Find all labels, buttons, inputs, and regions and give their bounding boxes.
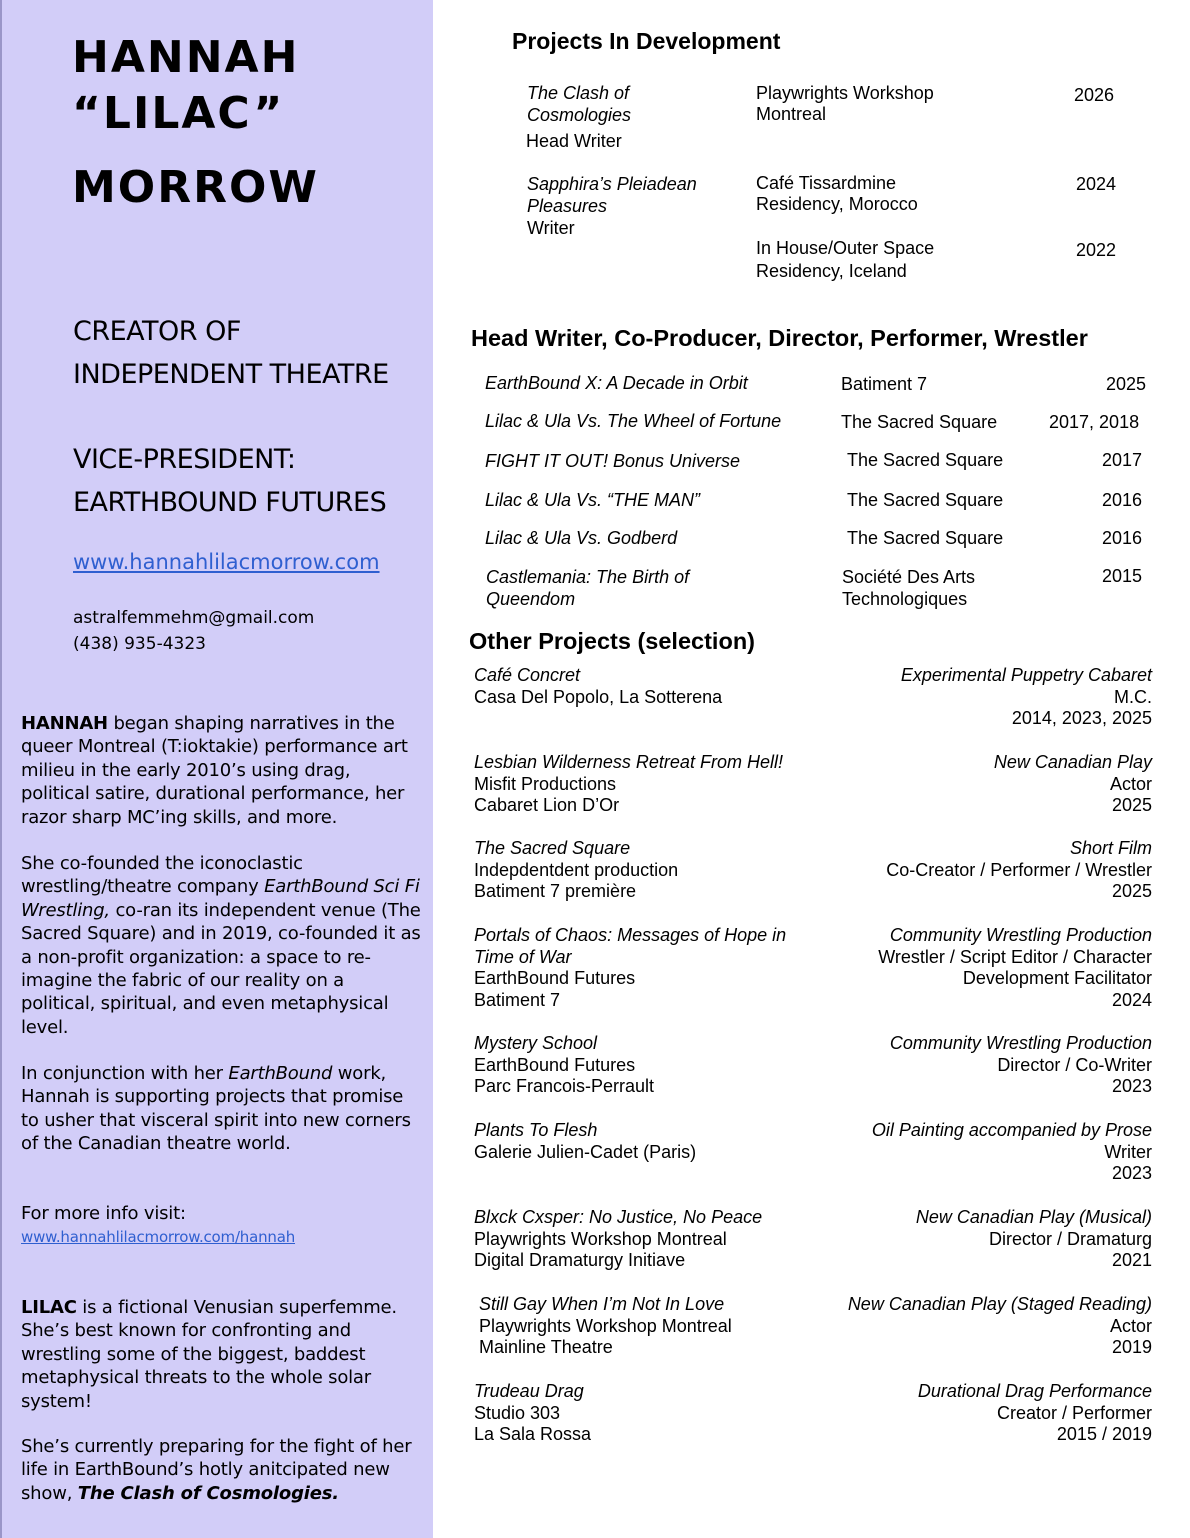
hw-row-5-venue: The Sacred Square (847, 528, 1004, 548)
op-2-type: New Canadian Play (993, 752, 1152, 772)
op-4-role-line-1: Wrestler / Script Editor / Character (878, 946, 1152, 967)
op-2-year: 2025 (1111, 795, 1152, 815)
bio-more-info (21, 1202, 421, 1250)
dev-1-role: Head Writer (526, 131, 622, 151)
website-link[interactable]: www.hannahlilacmorrow.com (73, 550, 380, 574)
other-projects-heading: Other Projects (selection) (469, 628, 755, 654)
op-9-type: Durational Drag Performance (917, 1381, 1152, 1401)
op-3-role: Co-Creator / Performer / Wrestler (886, 859, 1152, 880)
hw-row-5-year: 2016 (1102, 528, 1143, 548)
op-7-producer: Playwrights Workshop Montreal (474, 1228, 727, 1249)
phone: (438) 935-4323 (73, 634, 206, 654)
op-1-type: Experimental Puppetry Cabaret (900, 665, 1152, 685)
bio-p3-a: In conjunction with her (21, 1063, 229, 1084)
op-6-type: Oil Painting accompanied by Prose (871, 1120, 1152, 1140)
op-1-role: M.C. (1114, 686, 1152, 707)
op-3-year: 2025 (1111, 881, 1152, 901)
op-5-venue: Parc Francois-Perrault (474, 1076, 655, 1096)
bio-p3-italic: EarthBound (228, 1063, 333, 1084)
op-7-venue: Digital Dramaturgy Initiave (474, 1250, 686, 1270)
bio-p2-italic: EarthBound Sci Fi Wrestling, (21, 876, 420, 921)
dev-3-year: 2022 (1076, 240, 1117, 260)
op-4-type: Community Wrestling Production (889, 925, 1152, 945)
bio-p2-a: She co-founded the iconoclastic wrestling/theatre company (21, 853, 303, 898)
hw-row-5-title: Lilac & Ula Vs. Godberd (485, 528, 678, 548)
op-1-left (474, 665, 722, 708)
bio-hannah-name: HANNAH (21, 713, 108, 734)
op-8-left (479, 1294, 732, 1359)
hw-row-1-venue: Batiment 7 (841, 374, 928, 394)
dev-1-title-line-1: The Clash of (527, 83, 630, 103)
dev-3-venue-line-2: Residency, Iceland (756, 261, 907, 281)
op-6-left (474, 1120, 696, 1163)
op-1-right (901, 665, 1152, 730)
bio-more-info-label: For more info visit: (21, 1203, 186, 1224)
op-6-role: Writer (1104, 1141, 1152, 1162)
hw-row-2-year: 2017, 2018 (1049, 412, 1140, 432)
development-heading: Projects In Development (512, 28, 781, 54)
op-9-right (918, 1381, 1152, 1446)
op-4-title-line-1: Portals of Chaos: Messages of Hope in (474, 925, 787, 945)
dev-1-title-line-2: Cosmologies (527, 105, 632, 125)
role-vp-line-2: EARTHBOUND FUTURES (73, 487, 387, 518)
dev-2-title-line-2: Pleasures (527, 196, 608, 216)
email: astralfemmehm@gmail.com (73, 608, 315, 628)
op-8-role: Actor (1109, 1315, 1152, 1336)
role-creator-line-1: CREATOR OF (73, 316, 241, 347)
dev-3-venue-line-1: In House/Outer Space (756, 238, 935, 258)
hw-row-6-year: 2015 (1102, 566, 1143, 586)
hw-row-3-year: 2017 (1102, 450, 1143, 470)
role-vp-line-1: VICE-PRESIDENT: (73, 444, 296, 475)
op-6-year: 2023 (1111, 1163, 1152, 1183)
op-7-role: Director / Dramaturg (988, 1228, 1152, 1249)
name-line-3: MORROW (72, 162, 319, 213)
dev-1-year: 2026 (1074, 85, 1115, 105)
op-4-producer: EarthBound Futures (474, 968, 636, 988)
op-4-right (878, 925, 1152, 1011)
hw-row-2-title: Lilac & Ula Vs. The Wheel of Fortune (485, 411, 782, 431)
op-3-right (886, 838, 1152, 903)
op-5-left (474, 1033, 654, 1098)
op-9-venue-1: Studio 303 (474, 1402, 561, 1423)
hw-row-4-title: Lilac & Ula Vs. “THE MAN” (485, 490, 701, 510)
bio-p1-text: began shaping narratives in the queer Montreal (T:ioktakie) performance art milieu in the early 2010’s using drag, political satire, durational performance, her razor sharp MC’ing skills, and more. (21, 713, 408, 828)
bio-hannah (21, 712, 421, 829)
op-6-right (872, 1120, 1152, 1185)
op-3-title: The Sacred Square (474, 838, 631, 858)
hw-row-6-venue-line-2: Technologiques (842, 589, 968, 609)
op-5-title: Mystery School (474, 1033, 598, 1053)
op-3-producer: Indepdentdent production (474, 859, 679, 880)
op-2-producer: Misfit Productions (474, 773, 617, 794)
bio-p2-b: co-ran its independent venue (The Sacred Square) and in 2019, co-founded it as a non-profit organization: a space to re-imagine the fabric of our reality on a political, spiritual, and even metaphysical level. (21, 899, 421, 1038)
bio-p6-text: She’s currently preparing for the fight of her life in EarthBound’s hotly anitcipated new show, (21, 1436, 412, 1504)
hw-row-6-title-line-1: Castlemania: The Birth of (486, 567, 690, 587)
sidebar (0, 0, 433, 1538)
op-7-left (474, 1207, 762, 1272)
op-1-title: Café Concret (474, 665, 581, 685)
op-4-venue: Batiment 7 (474, 989, 561, 1010)
op-6-title: Plants To Flesh (474, 1120, 598, 1140)
op-1-year: 2014, 2023, 2025 (1011, 708, 1152, 728)
op-8-right (848, 1294, 1152, 1359)
op-9-year: 2015 / 2019 (1056, 1424, 1152, 1444)
dev-2-year: 2024 (1076, 174, 1117, 194)
op-1-venue: Casa Del Popolo, La Sotterena (474, 686, 723, 707)
op-9-left (474, 1381, 591, 1446)
role-creator-line-2: INDEPENDENT THEATRE (73, 359, 389, 390)
hw-row-1-title: EarthBound X: A Decade in Orbit (485, 373, 748, 393)
op-5-type: Community Wrestling Production (889, 1033, 1152, 1053)
hw-row-3-venue: The Sacred Square (847, 450, 1004, 470)
hw-row-3-title: FIGHT IT OUT! Bonus Universe (485, 451, 741, 471)
name-line-2: “LILAC” (72, 88, 285, 139)
dev-2-venue-line-1: Café Tissardmine (756, 173, 897, 193)
bio-lilac (21, 1296, 421, 1413)
hw-row-6-title-line-2: Queendom (486, 589, 576, 609)
op-7-right (916, 1207, 1152, 1272)
dev-2-role: Writer (527, 218, 575, 238)
op-5-producer: EarthBound Futures (474, 1054, 636, 1075)
op-8-producer: Playwrights Workshop Montreal (479, 1315, 732, 1336)
op-9-venue-2: La Sala Rossa (474, 1424, 592, 1444)
name-line-1: HANNAH (72, 32, 300, 83)
op-4-role-line-2: Development Facilitator (962, 968, 1152, 988)
op-8-year: 2019 (1111, 1337, 1152, 1357)
op-9-title: Trudeau Drag (474, 1381, 584, 1401)
op-2-left (474, 752, 783, 817)
op-4-left (474, 925, 786, 1011)
op-3-type: Short Film (1069, 838, 1152, 858)
dev-1-venue-line-2: Montreal (756, 104, 827, 124)
op-9-role: Creator / Performer (996, 1402, 1152, 1423)
hw-row-4-year: 2016 (1102, 490, 1143, 510)
op-7-year: 2021 (1111, 1250, 1152, 1270)
dev-2-venue-line-2: Residency, Morocco (756, 194, 918, 214)
bio-more-info-link[interactable]: www.hannahlilacmorrow.com/hannah (21, 1228, 296, 1247)
op-2-venue: Cabaret Lion D’Or (474, 795, 620, 815)
op-8-title: Still Gay When I’m Not In Love (479, 1294, 725, 1314)
op-2-title: Lesbian Wilderness Retreat From Hell! (474, 752, 783, 772)
op-3-left (474, 838, 678, 903)
bio-paragraph-6 (21, 1435, 421, 1505)
op-5-role: Director / Co-Writer (997, 1054, 1152, 1075)
hw-row-4-venue: The Sacred Square (847, 490, 1004, 510)
bio-lilac-name: LILAC (21, 1297, 77, 1318)
bio-p5-text: is a fictional Venusian superfemme. She’s best known for confronting and wrestling some of the biggest, baddest metaphysical threats to the whole solar system! (21, 1297, 397, 1412)
hw-row-2-venue: The Sacred Square (841, 412, 998, 432)
op-7-type: New Canadian Play (Musical) (915, 1207, 1152, 1227)
op-7-title: Blxck Cxsper: No Justice, No Peace (474, 1207, 763, 1227)
op-8-type: New Canadian Play (Staged Reading) (847, 1294, 1152, 1314)
op-4-year: 2024 (1111, 989, 1152, 1010)
bio-p6-show-title: The Clash of Cosmologies. (77, 1482, 339, 1504)
dev-2-title-line-1: Sapphira’s Pleiadean (527, 174, 697, 194)
op-4-title-line-2: Time of War (474, 946, 572, 967)
headwriter-heading: Head Writer, Co-Producer, Director, Performer, Wrestler (471, 325, 1088, 351)
op-3-venue: Batiment 7 première (474, 881, 637, 901)
op-2-role: Actor (1109, 773, 1152, 794)
bio-p3-b: work, Hannah is supporting projects that promise to usher that visceral spirit into new corners of the Canadian theatre world. (21, 1063, 411, 1155)
op-5-right (890, 1033, 1152, 1098)
op-6-venue: Galerie Julien-Cadet (Paris) (474, 1141, 697, 1162)
dev-1-venue-line-1: Playwrights Workshop (756, 83, 934, 103)
hw-row-6-venue-line-1: Société Des Arts (842, 567, 976, 587)
bio-paragraph-2 (21, 852, 421, 1039)
op-8-venue: Mainline Theatre (479, 1337, 613, 1357)
hw-row-1-year: 2025 (1106, 374, 1147, 394)
op-2-right (994, 752, 1152, 817)
bio-paragraph-1 (21, 712, 421, 829)
bio-paragraph-3 (21, 1062, 421, 1156)
op-5-year: 2023 (1111, 1076, 1152, 1096)
